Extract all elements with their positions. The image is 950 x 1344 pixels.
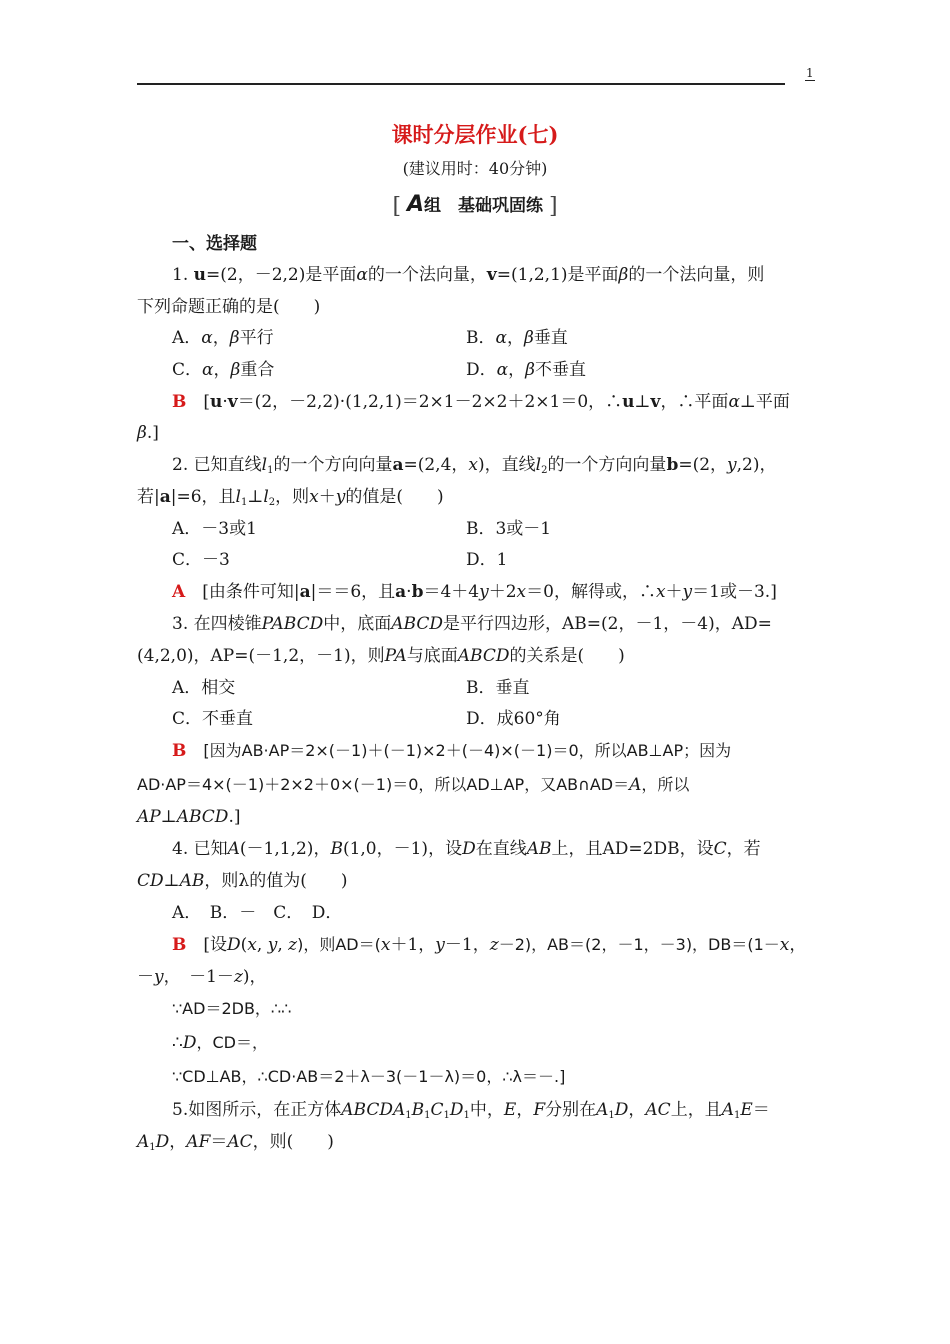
q4-explanation-2: －y， －1－z)， <box>137 967 267 987</box>
question-2-line-1: 2. 已知直线$l_1$的一个方向向量a=(2,4，x)，直线$l_2$的一个方向向量b=(2，y,2)， <box>172 455 777 476</box>
q3-explanation-3: AP⊥ABCD.] <box>137 807 241 827</box>
page-number: 1 <box>806 66 814 80</box>
group-heading: [ A组 基础巩固练 ] <box>392 192 558 219</box>
question-1-line-1: 1. u=(2，－2,2)是平面α的一个法向量，v=(1,2,1)是平面β的一个法向量，则 <box>172 265 765 285</box>
q4-explanation-1: B [设D(x, y, z)，则AD＝(x＋1，y－1，z－2)，AB＝(2，－1，－3)，DB＝(1－x， <box>172 935 807 955</box>
question-3-line-2: (4,2,0)，AP=(－1,2，－1)，则PA与底面ABCD的关系是( ) <box>137 646 625 666</box>
section-heading: 一、选择题 <box>172 234 257 254</box>
question-4-line-1: 4. 已知A(－1,1,2)，B(1,0，－1)，设D在直线AB上，且AD=2DB，设C，若 <box>172 839 761 859</box>
q4-options: A． B．－ C． D． <box>172 903 343 923</box>
header-rule <box>137 83 785 85</box>
q1-explanation-2: β.] <box>137 423 159 443</box>
question-4-line-2: CD⊥AB，则λ的值为( ) <box>137 871 348 891</box>
q3-option-d: D．成60°角 <box>466 709 561 729</box>
q4-explanation-4: ∴D，CD＝， <box>172 1033 268 1053</box>
q1-option-a: A．α，β平行 <box>172 328 274 348</box>
page-subtitle: (建议用时：40分钟) <box>402 159 548 178</box>
q1-option-d: D．α，β不垂直 <box>466 360 586 380</box>
q1-explanation-1: B [u·v＝(2，－2,2)·(1,2,1)＝2×1－2×2＋2×1＝0，∴u⊥v，∴平面α⊥平面 <box>172 392 790 412</box>
q3-option-b: B．垂直 <box>466 678 530 698</box>
q3-option-a: A．相交 <box>172 678 236 698</box>
question-3-line-1: 3. 在四棱锥PABCD中，底面ABCD是平行四边形，AB=(2，－1，－4)，AD= <box>172 614 772 634</box>
q3-explanation-2: AD·AP＝4×(－1)＋2×2＋0×(－1)＝0，所以AD⊥AP，又AB∩AD＝A，所以 <box>137 775 690 795</box>
q1-option-b: B．α，β垂直 <box>466 328 568 348</box>
q3-option-c: C．不垂直 <box>172 709 254 729</box>
q4-explanation-5: ∵CD⊥AB，∴CD·AB＝2＋λ－3(－1－λ)＝0，∴λ＝－.] <box>172 1067 566 1086</box>
q2-explanation: A [由条件可知|a|＝＝6，且a·b＝4＋4y＋2x＝0，解得或，∴x＋y＝1或－3.] <box>172 582 777 602</box>
q2-option-a: A．－3或1 <box>172 519 257 539</box>
q2-option-d: D．1 <box>466 550 508 570</box>
question-1-line-2: 下列命题正确的是( ) <box>137 297 321 317</box>
q1-option-c: C．α，β重合 <box>172 360 275 380</box>
q2-option-b: B．3或－1 <box>466 519 552 539</box>
q3-explanation-1: B [因为AB·AP＝2×(－1)＋(－1)×2＋(－4)×(－1)＝0，所以AB⊥AP；因为 <box>172 741 732 761</box>
question-2-line-2: 若|a|=6，且$l_1\perp l_2$，则x＋y的值是( ) <box>137 487 444 508</box>
question-5-line-2: $A_1D$，AF＝AC，则( ) <box>137 1132 334 1153</box>
q2-option-c: C．－3 <box>172 550 230 570</box>
page-title: 课时分层作业(七) <box>391 122 559 147</box>
q4-explanation-3: ∵AD＝2DB，∴∴ <box>172 999 292 1018</box>
question-5-line-1: 5.如图所示，在正方体$ABCDA_1B_1C_1D_1$中，E，F分别在$A_1D$，AC上，且$A_1E=$ <box>172 1100 770 1121</box>
